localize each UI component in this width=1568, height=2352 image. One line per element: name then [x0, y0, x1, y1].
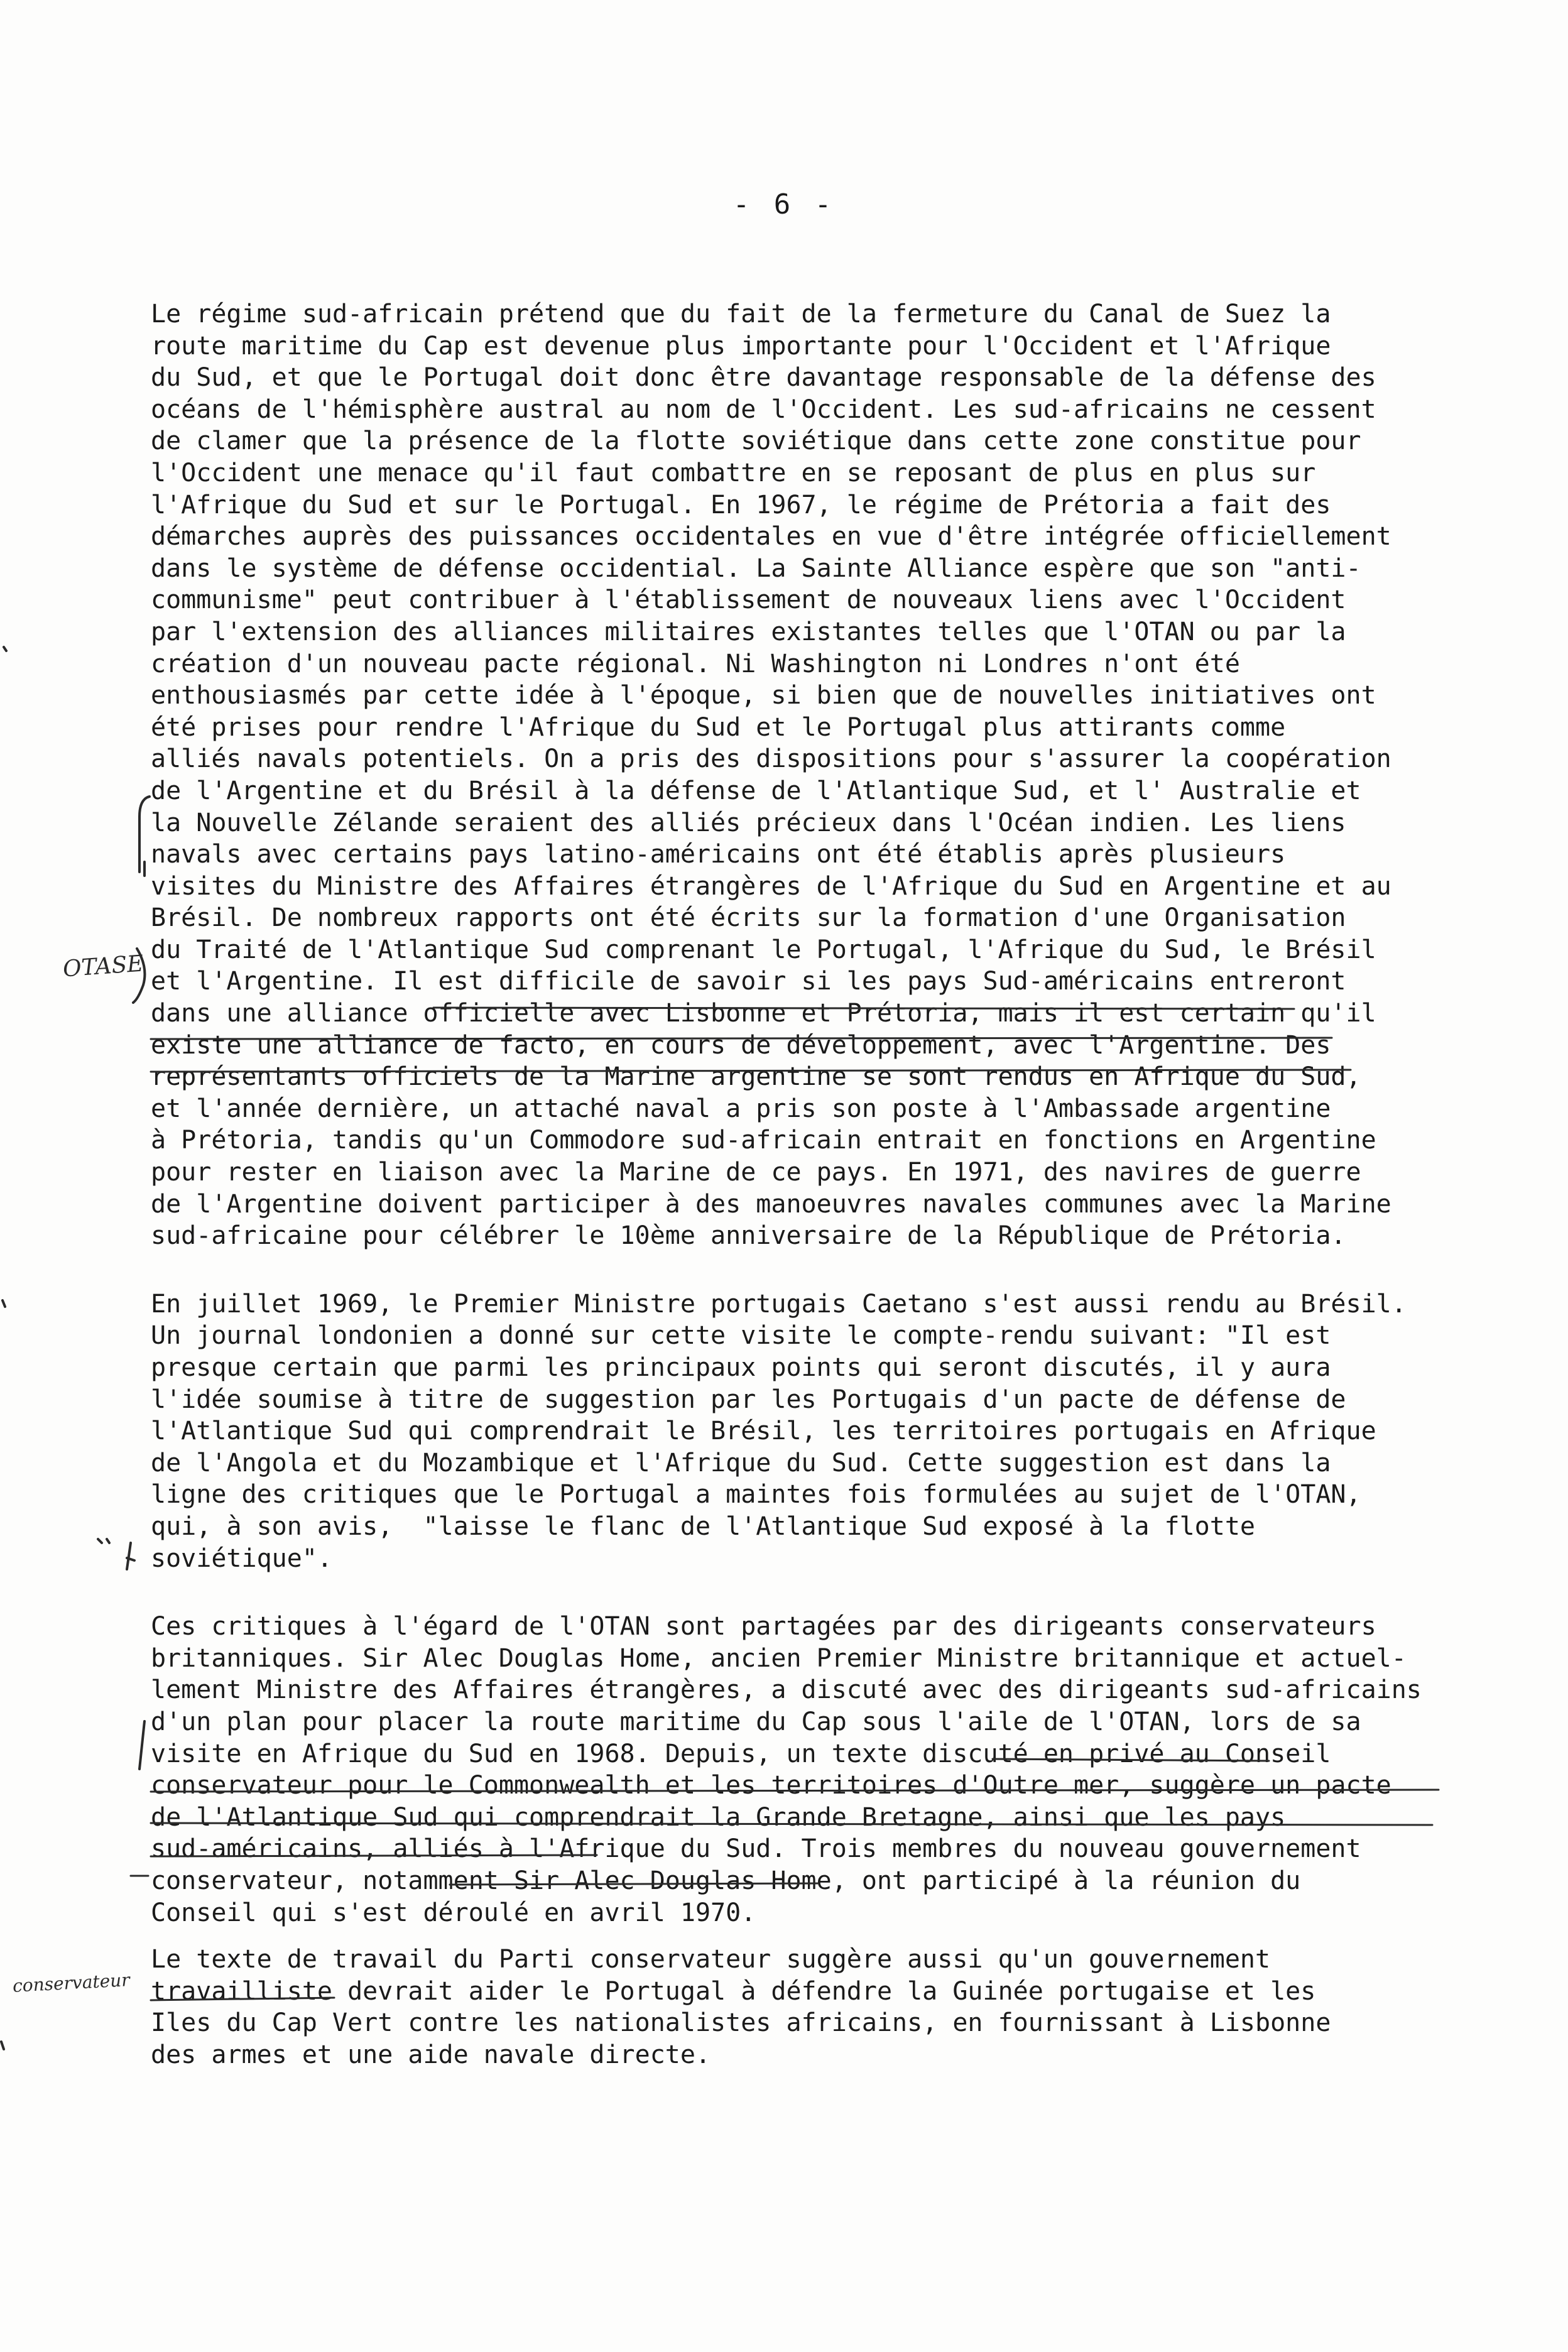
margin-note-conservateur: conservateur: [12, 1969, 131, 1996]
text-line: océans de l'hémisphère austral au nom de l'Occident. Les sud-africains ne cessent: [151, 395, 1376, 424]
text-line: Le régime sud-africain prétend que du fait de la fermeture du Canal de Suez la: [151, 300, 1331, 329]
text-line: britanniques. Sir Alec Douglas Home, ancien Premier Ministre britannique et actuel-: [151, 1643, 1407, 1673]
paragraph-gap: [151, 1929, 1558, 1944]
margin-tick: [4, 647, 6, 651]
text-line: Le texte de travail du Parti conservateur suggère aussi qu'un gouvernement: [151, 1945, 1271, 1974]
margin-tick: [98, 1539, 102, 1543]
text-line: de l'Angola et du Mozambique et l'Afrique du Sud. Cette suggestion est dans la: [151, 1448, 1331, 1478]
margin-tick: [1, 2042, 4, 2049]
paragraph-gap: [151, 1252, 1558, 1288]
text-line: pour rester en liaison avec la Marine de ce pays. En 1971, des navires de guerre: [151, 1158, 1361, 1187]
paragraph-south-africa-regime: [151, 298, 1558, 1252]
text-line: Iles du Cap Vert contre les nationalistes africains, en fournissant à Lisbonne: [151, 2008, 1331, 2038]
text-line: En juillet 1969, le Premier Ministre portugais Caetano s'est aussi rendu au Brésil.: [151, 1289, 1407, 1319]
text-line: et l'Argentine. Il est difficile de savoir si les pays Sud-américains entreront: [151, 967, 1346, 996]
margin-bracket: [139, 1721, 144, 1769]
text-line: qui, à son avis, "laisse le flanc de l'Atlantique Sud exposé à la flotte: [151, 1511, 1255, 1541]
text-line: de l'Argentine et du Brésil à la défense de l'Atlantique Sud, et l' Australie et: [151, 776, 1361, 805]
text-line: l'idée soumise à titre de suggestion par les Portugais d'un pacte de défense de: [151, 1385, 1346, 1414]
text-line: visite en Afrique du Sud en 1968. Depuis, un texte discuté en privé au Conseil: [151, 1739, 1331, 1768]
text-line: d'un plan pour placer la route maritime du Cap sous l'aile de l'OTAN, lors de sa: [151, 1707, 1361, 1736]
margin-tick: [107, 1539, 109, 1543]
margin-tick: [3, 1300, 5, 1307]
text-line: soviétique".: [151, 1544, 332, 1573]
text-line: sud-américains, alliés à l'Afrique du Sud. Trois membres du nouveau gouvernement: [151, 1834, 1361, 1864]
text-line: et l'année dernière, un attaché naval a pris son poste à l'Ambassade argentine: [151, 1094, 1331, 1123]
text-line: travailliste devrait aider le Portugal à défendre la Guinée portugaise et les: [151, 1976, 1316, 2006]
text-line: l'Afrique du Sud et sur le Portugal. En 1967, le régime de Prétoria a fait des: [151, 490, 1331, 520]
text-line: démarches auprès des puissances occidentales en vue d'être intégrée officiellement: [151, 522, 1391, 552]
text-line: presque certain que parmi les principaux points qui seront discutés, il y aura: [151, 1353, 1331, 1382]
page-number: - 6 -: [732, 188, 836, 220]
text-line: du Sud, et que le Portugal doit donc être davantage responsable de la défense des: [151, 363, 1376, 393]
text-line: de clamer que la présence de la flotte soviétique dans cette zone constitue pour: [151, 427, 1361, 456]
document-body: [151, 298, 1558, 2071]
text-line: alliés navals potentiels. On a pris des dispositions pour s'assurer la coopération: [151, 744, 1391, 774]
text-line: à Prétoria, tandis qu'un Commodore sud-africain entrait en fonctions en Argentine: [151, 1126, 1376, 1155]
text-line: enthousiasmés par cette idée à l'époque, si bien que de nouvelles initiatives ont: [151, 681, 1376, 710]
text-line: Conseil qui s'est déroulé en avril 1970.: [151, 1898, 756, 1927]
text-line: dans une alliance officielle avec Lisbonne et Prétoria, mais il est certain qu'il: [151, 999, 1376, 1028]
text-line: conservateur, notamment Sir Alec Douglas Home, ont participé à la réunion du: [151, 1866, 1301, 1895]
text-line: route maritime du Cap est devenue plus importante pour l'Occident et l'Afrique: [151, 331, 1331, 361]
text-line: des armes et une aide navale directe.: [151, 2040, 711, 2069]
text-line: été prises pour rendre l'Afrique du Sud et le Portugal plus attirants comme: [151, 712, 1286, 742]
text-line: l'Occident une menace qu'il faut combattre en se reposant de plus en plus sur: [151, 458, 1316, 487]
text-line: l'Atlantique Sud qui comprendrait le Brésil, les territoires portugais en Afrique: [151, 1417, 1376, 1446]
text-line: de l'Argentine doivent participer à des manoeuvres navales communes avec la Marine: [151, 1189, 1391, 1219]
paragraph-caetano-visit: [151, 1288, 1558, 1574]
text-line: visites du Ministre des Affaires étrangères de l'Afrique du Sud en Argentine et au: [151, 871, 1391, 901]
paragraph-gap: [151, 1574, 1558, 1611]
text-line: existe une alliance de facto, en cours de développement, avec l'Argentine. Des: [151, 1030, 1331, 1060]
text-line: par l'extension des alliances militaires existantes telles que l'OTAN ou par la: [151, 617, 1346, 646]
text-line: création d'un nouveau pacte régional. Ni Washington ni Londres n'ont été: [151, 649, 1240, 678]
text-line: ligne des critiques que le Portugal a maintes fois formulées au sujet de l'OTAN,: [151, 1480, 1361, 1510]
margin-bracket: [139, 797, 150, 872]
text-line: Brésil. De nombreux rapports ont été écrits sur la formation d'une Organisation: [151, 903, 1346, 933]
text-line: Un journal londonien a donné sur cette visite le compte-rendu suivant: "Il est: [151, 1321, 1331, 1351]
margin-bracket: [127, 1543, 131, 1569]
margin-bracket: [127, 1558, 134, 1560]
paragraph-conservative-text: [151, 1944, 1558, 2071]
margin-note-otase: OTASE: [62, 950, 144, 983]
text-line: la Nouvelle Zélande seraient des alliés précieux dans l'Océan indien. Les liens: [151, 808, 1346, 837]
text-line: du Traité de l'Atlantique Sud comprenant le Portugal, l'Afrique du Sud, le Brésil: [151, 935, 1376, 964]
paragraph-otan-critiques: [151, 1611, 1558, 1929]
text-line: communisme" peut contribuer à l'établissement de nouveaux liens avec l'Occident: [151, 585, 1346, 615]
text-line: lement Ministre des Affaires étrangères, a discuté avec des dirigeants sud-africains: [151, 1675, 1422, 1705]
text-line: représentants officiels de la Marine argentine se sont rendus en Afrique du Sud,: [151, 1062, 1361, 1092]
text-line: conservateur pour le Commonwealth et les territoires d'Outre mer, suggère un pacte: [151, 1771, 1391, 1800]
text-line: Ces critiques à l'égard de l'OTAN sont partagées par des dirigeants conservateurs: [151, 1612, 1376, 1642]
text-line: dans le système de défense occidential. La Sainte Alliance espère que son "anti-: [151, 553, 1361, 583]
text-line: de l'Atlantique Sud qui comprendrait la Grande Bretagne, ainsi que les pays: [151, 1802, 1286, 1832]
text-line: sud-africaine pour célébrer le 10ème anniversaire de la République de Prétoria.: [151, 1221, 1346, 1251]
text-line: navals avec certains pays latino-américains ont été établis après plusieurs: [151, 840, 1286, 869]
